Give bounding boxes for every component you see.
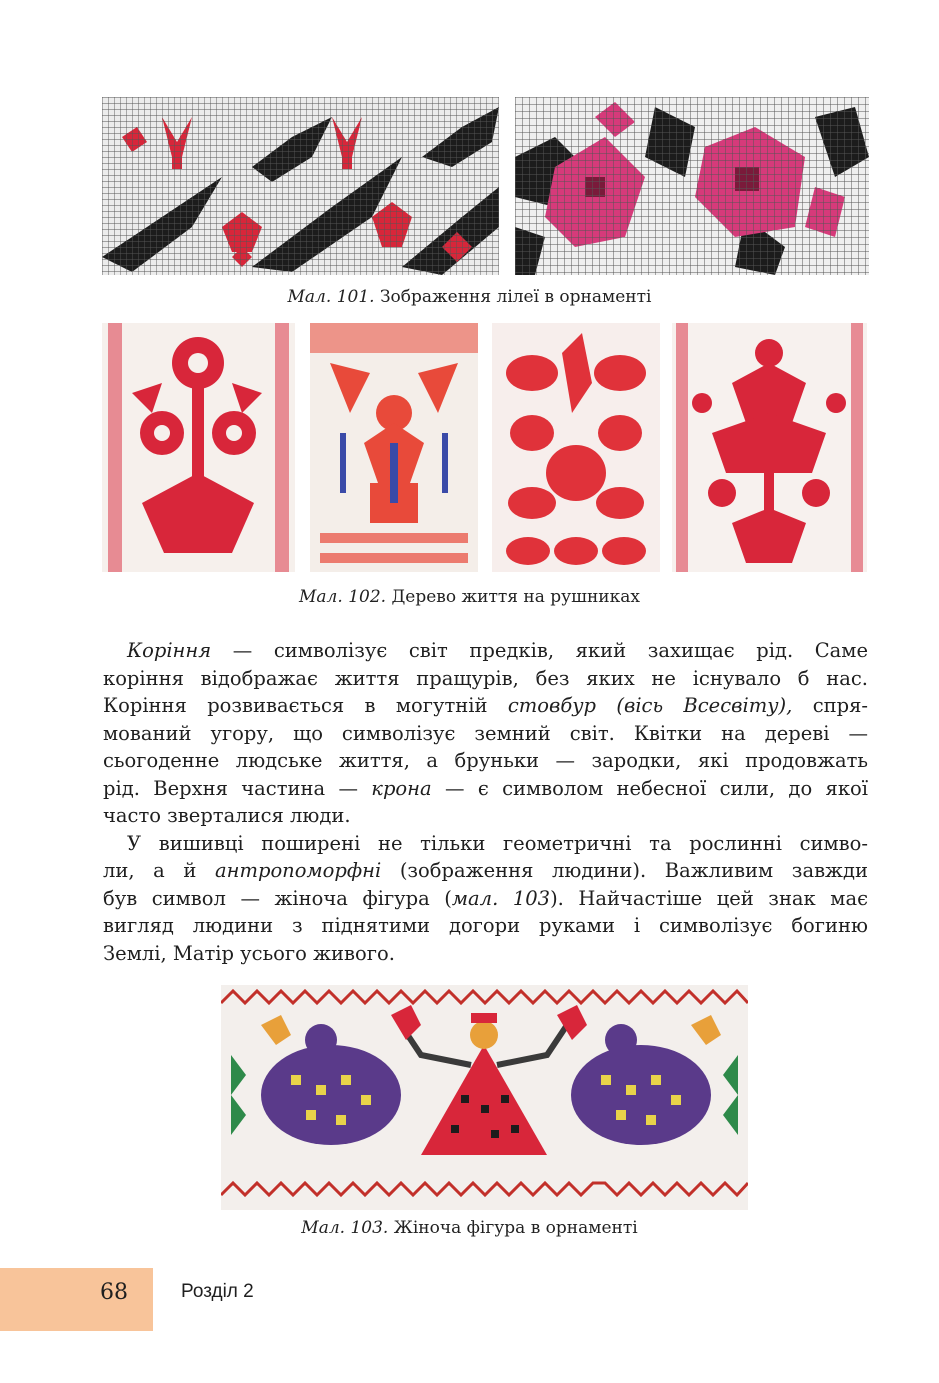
figure-102-towel-2 [310, 323, 478, 572]
figure-103-caption [0, 1218, 939, 1238]
section-label: Розділ 2 [181, 1281, 254, 1302]
figure-101-caption [0, 287, 939, 307]
p1-line-1: Коріння — символізує світ предків, який захищає рід. Саме [127, 639, 868, 662]
p2-line-2: ли, а й антропоморфні (зображення людини). Важливим завжди [103, 859, 868, 882]
p1-line-5: сьогоденне людське життя, а бруньки — зародки, які продовжать [103, 749, 868, 772]
p1-line-6: рід. Верхня частина — крона — є символом небесної сили, до якої [103, 776, 868, 800]
p2-line-1: У вишивці поширені не тільки геометричні та рослинні симво- [127, 831, 868, 855]
figure-103-image [221, 985, 748, 1210]
figure-102-text: Дерево життя на рушниках [391, 587, 640, 607]
figure-reference: мал. 103 [451, 886, 551, 910]
page-number: 68 [100, 1280, 128, 1305]
p2-line-4: вигляд людини з піднятими догори руками і символізує богиню [103, 914, 868, 937]
p1-line-3: Коріння розвивається в могутній стовбур (вісь Всесвіту), спря- [103, 694, 868, 717]
p1-line-7: часто зверталися люди. [103, 804, 351, 827]
term-trunk: стовбур (вісь Всесвіту), [507, 694, 793, 717]
page-number-box [0, 1268, 153, 1331]
figure-102-towel-1 [102, 323, 295, 572]
figure-101-label: Мал. 101. [287, 287, 375, 307]
p1-line-4: мований угору, що символізує земний світ. Квітки на дереві — [103, 721, 868, 745]
term-crown: крона [371, 776, 432, 800]
figure-102-caption [0, 587, 939, 607]
body-text [103, 637, 868, 967]
figure-101-right-image [515, 97, 869, 275]
term-roots: Коріння [127, 639, 212, 662]
figure-101-left-image [102, 97, 499, 275]
figure-103-label: Мал. 103. [301, 1218, 389, 1238]
figure-102-label: Мал. 102. [299, 587, 387, 607]
p1-line-2: коріння відображає життя пращурів, без яких не існувало б нас. [103, 666, 868, 690]
figure-102-towel-4 [672, 323, 867, 572]
term-anthropomorphic: антропоморфні [215, 859, 382, 882]
p2-line-3: був символ — жіноча фігура (мал. 103). Найчастіше цей знак має [103, 886, 868, 910]
p2-line-5: Землі, Матір усього живого. [103, 941, 395, 965]
figure-103-text: Жіноча фігура в орнаменті [393, 1218, 638, 1238]
figure-101-text: Зображення лілеї в орнаменті [379, 287, 652, 307]
figure-102-towel-3 [492, 323, 660, 572]
